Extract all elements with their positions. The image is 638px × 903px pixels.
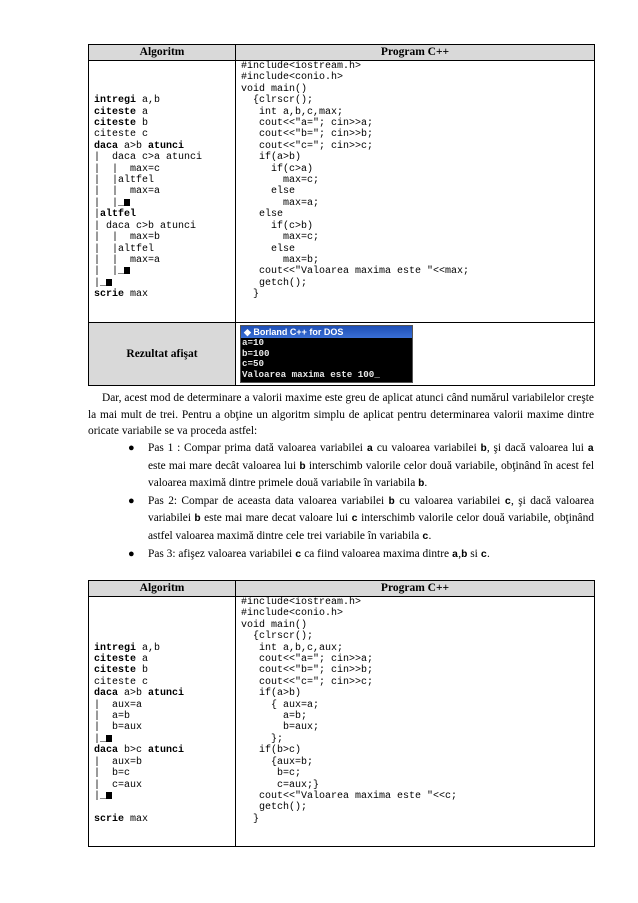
pseudocode-line: intregi a,b (94, 95, 161, 107)
pseudocode-line (94, 631, 235, 642)
bullet-icon: ● (128, 547, 135, 560)
pseudocode-line (94, 608, 235, 619)
pseudocode-line: | aux=a (94, 699, 143, 711)
table2-code-cell (236, 597, 595, 847)
code-line: } (241, 289, 260, 301)
terminal-title-bar (241, 326, 412, 338)
terminal-title: Borland C++ for DOS (253, 327, 344, 337)
code-line: if(a>b) (241, 152, 302, 164)
code-line: cout<<"a="; cin>>a; (241, 118, 374, 130)
pseudocode-line: |_ (94, 734, 235, 745)
intro-paragraph: Dar, acest mod de determinare a valorii maxime este greu de aplicat atunci când numărul variabilelor creşte la mai mult de trei. Pentru a obţine un algoritm simplu de aplicat pentru determinarea valorii maxime dintre oricate variabile se va proceda astfel: (88, 392, 594, 438)
step-item: ● Pas 3: afişez valoarea variabilei c ca fiind valoarea maxima dintre a,b si c. (128, 547, 490, 561)
pseudocode-line: | | max=c (94, 163, 161, 175)
code-line: cout<<"Valoarea maxima este "<<c; (241, 790, 458, 802)
pseudocode-line: | b=aux (94, 722, 143, 734)
steps-list (128, 440, 594, 563)
code-line: cout<<"b="; cin>>b; (241, 129, 374, 141)
pseudocode-line: | c=aux (94, 779, 143, 791)
end-block-icon (124, 199, 130, 206)
code-line: { aux=a; (241, 699, 320, 711)
pseudocode-line (94, 802, 235, 813)
step-item: ● Pas 2: Compar de aceasta data valoarea variabilei b cu valoarea variabilei c, şi dacă valoarea variabilei b este mai mare decat valoare lui c interschimb valorile celor două variabile, obţinând astfel valoarea maximă dintre cele trei variabile în variabila c. (128, 494, 595, 543)
pseudocode-line: | |_ (94, 198, 235, 209)
pseudocode-line: scrie max (94, 813, 149, 825)
code-line: {aux=b; (241, 756, 314, 768)
terminal-line: c=50 (242, 358, 265, 369)
code-line: int a,b,c,aux; (241, 642, 344, 654)
pseudocode-line: daca a>b atunci (94, 140, 185, 152)
table2-pseudocode (89, 597, 235, 825)
code-line: if(c>a) (241, 163, 314, 175)
pseudocode-line: citeste c (94, 676, 149, 688)
table2-cpp-code (236, 597, 594, 846)
pseudocode-line (94, 620, 235, 631)
code-line: b=aux; (241, 722, 320, 734)
code-line: {clrscr(); (241, 95, 314, 107)
result-cell (236, 323, 595, 386)
pseudocode-line: | |altfel (94, 243, 155, 255)
table2-header-algorithm: Algoritm (89, 581, 236, 597)
code-line: } (241, 813, 260, 825)
pseudocode-line: | daca c>a atunci (94, 152, 203, 164)
end-block-icon (106, 279, 112, 286)
code-line: getch(); (241, 277, 308, 289)
code-line: if(b>c) (241, 745, 302, 757)
pseudocode-line: | | max=b (94, 232, 161, 244)
end-block-icon (106, 792, 112, 799)
pseudocode-line: daca a>b atunci (94, 688, 185, 700)
table1-pseudocode (89, 61, 235, 301)
code-line: b=c; (241, 768, 302, 780)
pseudocode-line: intregi a,b (94, 642, 161, 654)
result-label: Rezultat afişat (89, 323, 236, 386)
code-line: max=c; (241, 175, 320, 187)
algorithm-table-2 (88, 580, 595, 847)
code-line: cout<<"a="; cin>>a; (241, 654, 374, 666)
code-line: #include<iostream.h> (241, 61, 362, 72)
code-line: #include<conio.h> (241, 608, 344, 620)
pseudocode-line: citeste a (94, 654, 149, 666)
bullet-icon: ● (128, 494, 135, 507)
code-line: }; (241, 733, 284, 745)
pseudocode-line: | | max=a (94, 254, 161, 266)
code-line: c=aux;} (241, 779, 320, 791)
pseudocode-line (94, 597, 235, 608)
code-line: cout<<"c="; cin>>c; (241, 140, 374, 152)
code-line: a=b; (241, 711, 308, 723)
pseudocode-line: | |_ (94, 266, 235, 277)
pseudocode-line: | a=b (94, 711, 131, 723)
code-line: if(c>b) (241, 220, 314, 232)
code-line: {clrscr(); (241, 631, 314, 643)
table1-header-algorithm: Algoritm (89, 45, 236, 61)
pseudocode-line: citeste b (94, 665, 149, 677)
table1-code-cell (236, 61, 595, 323)
code-line: void main() (241, 83, 308, 95)
pseudocode-line (94, 84, 235, 95)
pseudocode-line: citeste c (94, 129, 149, 141)
pseudocode-line: citeste a (94, 106, 149, 118)
pseudocode-line (94, 61, 235, 72)
terminal-line: Valoarea maxima este 100_ (242, 368, 380, 380)
code-line: max=c; (241, 232, 320, 244)
code-line: cout<<"Valoarea maxima este "<<max; (241, 266, 470, 278)
pseudocode-line: scrie max (94, 289, 149, 301)
terminal-output (241, 338, 412, 380)
code-line: else (241, 186, 296, 198)
pseudocode-line: | |altfel (94, 175, 155, 187)
pseudocode-line: | b=c (94, 768, 131, 780)
step-item: ● Pas 1 : Compar prima dată valoarea variabilei a cu valoarea variabilei b, şi dacă valoarea lui a este mai mare decât valoarea lui b interschimb valorile celor două variabile, obţinând în acest fel valoarea maximă dintre primele două variabile în variabila b. (128, 442, 595, 491)
pseudocode-line: citeste b (94, 118, 149, 130)
terminal-line: b=100 (242, 347, 270, 359)
bullet-icon: ● (128, 442, 135, 454)
end-block-icon (124, 267, 130, 274)
code-line: #include<iostream.h> (241, 597, 362, 608)
code-line: getch(); (241, 802, 308, 814)
borland-icon: ◆ (244, 327, 254, 337)
table1-pseudocode-cell (89, 61, 236, 323)
code-line: max=a; (241, 197, 320, 209)
code-line: else (241, 243, 296, 255)
pseudocode-line: |_ (94, 791, 235, 802)
pseudocode-line (94, 72, 235, 83)
code-line: else (241, 209, 284, 221)
table2-pseudocode-cell (89, 597, 236, 847)
terminal-line: a=10 (242, 337, 265, 348)
pseudocode-line: | daca c>b atunci (94, 220, 197, 232)
table1-cpp-code (236, 61, 594, 322)
pseudocode-line: |_ (94, 278, 235, 289)
code-line: #include<conio.h> (241, 72, 344, 84)
algorithm-table-1 (88, 44, 595, 386)
end-block-icon (106, 735, 112, 742)
code-line: void main() (241, 619, 308, 631)
code-line: if(a>b) (241, 688, 302, 700)
pseudocode-line: | | max=a (94, 186, 161, 198)
code-line: max=b; (241, 254, 320, 266)
pseudocode-line: | aux=b (94, 756, 143, 768)
table2-header-program: Program C++ (236, 581, 595, 597)
terminal-screenshot (240, 325, 413, 383)
code-line: int a,b,c,max; (241, 106, 344, 118)
code-line: cout<<"b="; cin>>b; (241, 665, 374, 677)
table1-header-program: Program C++ (236, 45, 595, 61)
pseudocode-line: |altfel (94, 209, 137, 221)
pseudocode-line: daca b>c atunci (94, 745, 185, 757)
code-line: cout<<"c="; cin>>c; (241, 676, 374, 688)
